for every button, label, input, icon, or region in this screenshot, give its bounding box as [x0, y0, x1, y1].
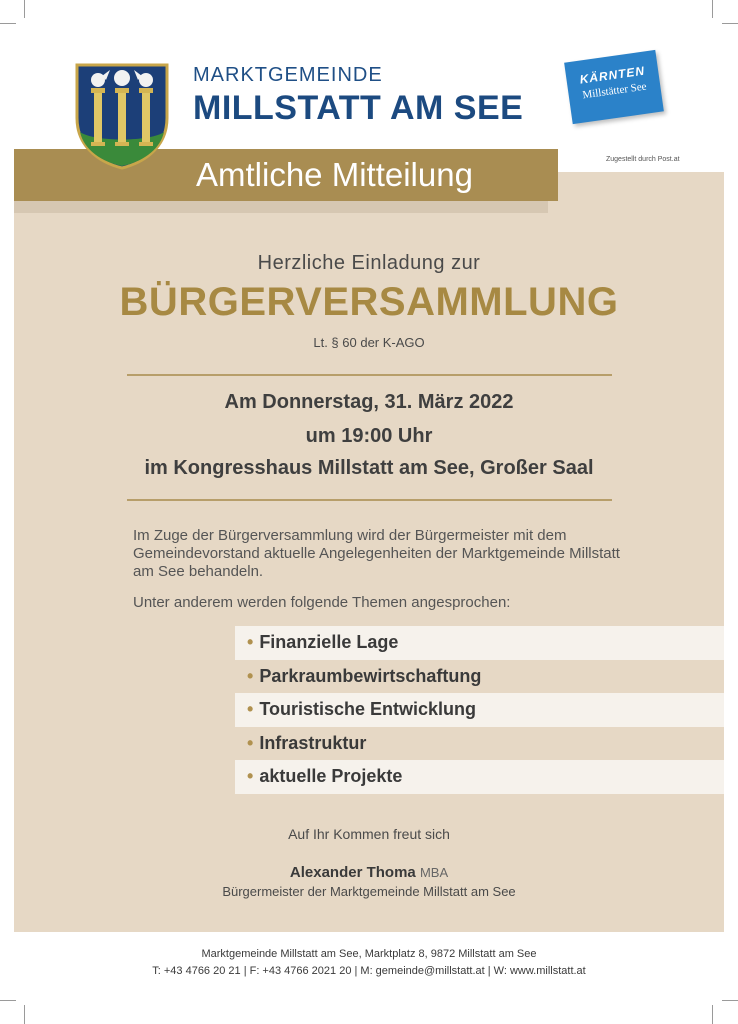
footer-address: Marktgemeinde Millstatt am See, Marktplatz 8, 9872 Millstatt am See [201, 948, 537, 960]
list-item [235, 727, 724, 761]
topic-list [235, 626, 724, 794]
crop-mark-bottom-left [24, 1005, 25, 1024]
list-item [235, 693, 724, 727]
bullet-icon: • [247, 732, 254, 753]
kaernten-badge [564, 50, 664, 124]
signer-name: Alexander Thoma [289, 864, 416, 881]
kaernten-logo: KÄRNTEN [578, 63, 646, 87]
signer-line [14, 864, 724, 881]
postal-note: Zugestellt durch Post.at [606, 156, 680, 163]
topic-label: Infrastruktur [259, 732, 367, 753]
closing-greeting: Auf Ihr Kommen freut sich [288, 826, 450, 842]
crop-mark-bottom-right [712, 1005, 713, 1024]
topic-label: Finanzielle Lage [259, 632, 399, 652]
event-location: im Kongresshaus Millstatt am See, Großer Saal [144, 457, 594, 479]
invitation-intro: Herzliche Einladung zur [257, 252, 481, 274]
bullet-icon: • [247, 699, 254, 720]
banner-title: Amtliche Mitteilung [196, 156, 473, 193]
coat-of-arms-icon [74, 62, 170, 170]
list-item [235, 626, 724, 660]
signer-role: Bürgermeister der Marktgemeinde Millstatt am See [222, 884, 516, 899]
crop-mark-right-top [722, 23, 738, 24]
crop-mark-left-bottom [0, 1000, 16, 1001]
crop-mark-top-right [712, 0, 713, 18]
municipality-name: MILLSTATT AM SEE [193, 89, 524, 127]
municipality-type: MARKTGEMEINDE [193, 64, 383, 86]
footer-contact: T: +43 4766 20 21 | F: +43 4766 2021 20 | M: gemeinde@millstatt.at | W: www.millstatt.at [152, 965, 586, 977]
crop-mark-left-top [0, 23, 16, 24]
topic-label: Parkraumbewirtschaftung [259, 665, 482, 686]
topic-label: aktuelle Projekte [259, 766, 403, 787]
topic-label: Touristische Entwicklung [259, 699, 477, 720]
invitation-headline: BÜRGERVERSAMMLUNG [119, 280, 619, 324]
event-date: Am Donnerstag, 31. März 2022 [224, 391, 514, 413]
topics-intro: Unter anderem werden folgende Themen angesprochen: [133, 594, 511, 611]
list-item [235, 660, 724, 694]
bullet-icon: • [247, 665, 254, 686]
signer-title: MBA [419, 865, 449, 880]
event-time: um 19:00 Uhr [305, 425, 433, 447]
kaernten-subtitle: Millstätter See [581, 80, 648, 102]
bullet-icon: • [247, 632, 254, 652]
bullet-icon: • [247, 766, 254, 787]
list-item [235, 760, 724, 794]
legal-reference: Lt. § 60 der K-AGO [313, 335, 425, 350]
body-paragraph: Im Zuge der Bürgerversammlung wird der Bürgermeister mit dem Gemeindevorstand aktuelle Angelegenheiten der Marktgemeinde Millstatt am See behandeln. [133, 527, 620, 580]
crop-mark-top-left [24, 0, 25, 18]
crop-mark-right-bottom [722, 1000, 738, 1001]
divider-top [127, 374, 612, 376]
divider-bottom [127, 499, 612, 501]
